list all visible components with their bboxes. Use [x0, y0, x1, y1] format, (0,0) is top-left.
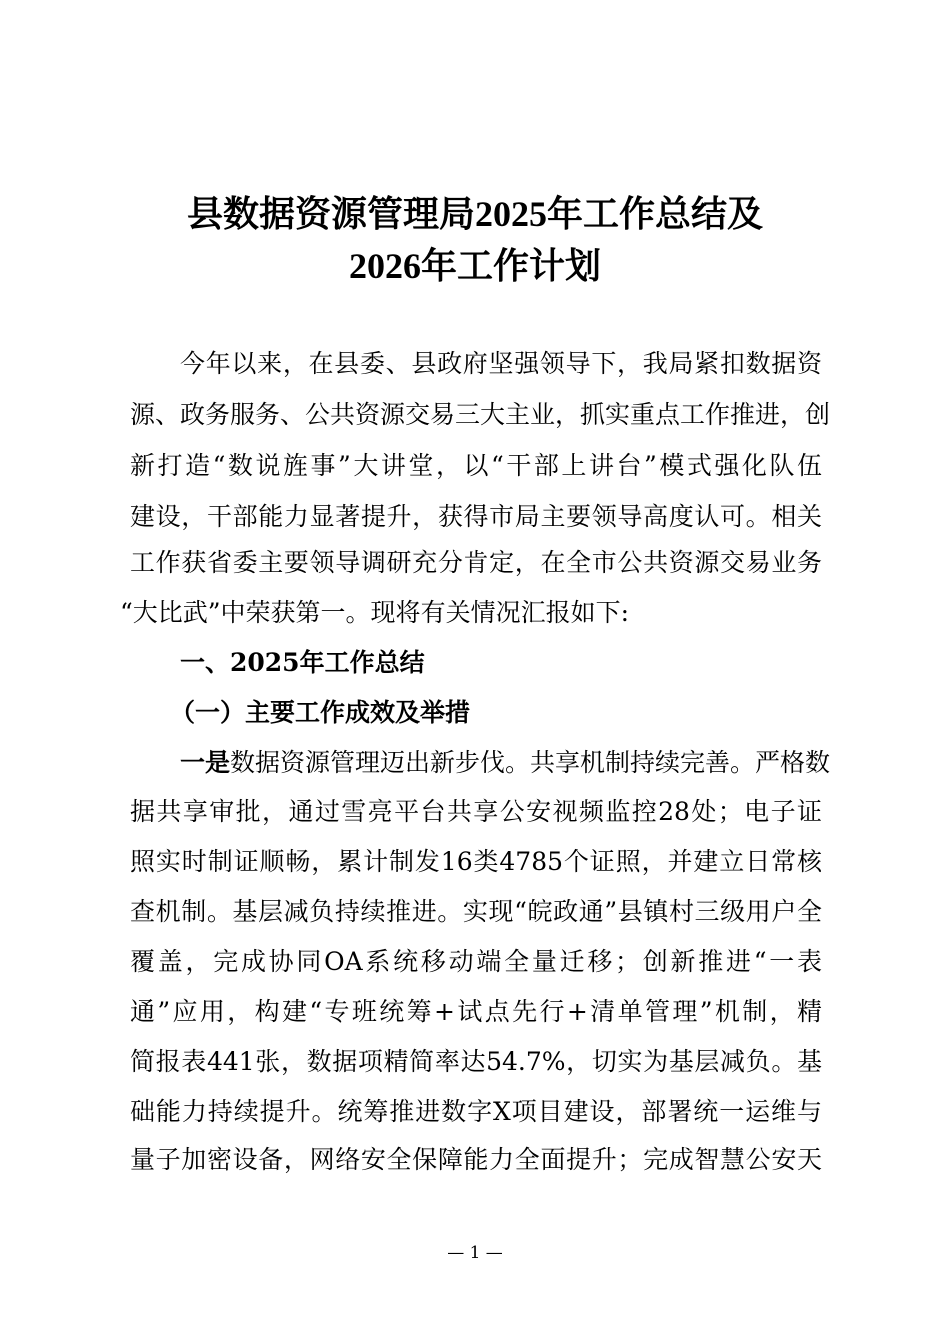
paragraph-line: 础能力持续提升。统筹推进数字X项目建设，部署统一运维与 — [130, 1097, 822, 1126]
intro-line: 今年以来，在县委、县政府坚强领导下，我局紧扣数据资 — [180, 349, 822, 378]
paragraph-line: 量子加密设备，网络安全保障能力全面提升；完成智慧公安天 — [130, 1145, 822, 1174]
intro-line: 建设，干部能力显著提升，获得市局主要领导高度认可。相关 — [130, 502, 822, 531]
section-heading: 一、2025年工作总结 — [180, 648, 425, 677]
paragraph-line: 覆盖，完成协同OA系统移动端全量迁移；创新推进“一表 — [130, 947, 822, 976]
subsection-heading: （一）主要工作成效及举措 — [170, 698, 471, 727]
paragraph-line-text: 数据资源管理迈出新步伐。共享机制持续完善。严格数 — [230, 748, 831, 777]
paragraph-line: 照实时制证顺畅，累计制发16类4785个证照，并建立日常核 — [130, 847, 822, 876]
paragraph-line — [180, 747, 831, 779]
page-number: — 1 — — [447, 1243, 503, 1263]
paragraph-line: 简报表441张，数据项精简率达54.7%，切实为基层减负。基 — [130, 1047, 822, 1076]
intro-line: 源、政务服务、公共资源交易三大主业，抓实重点工作推进，创 — [130, 400, 831, 429]
paragraph-line: 查机制。基层减负持续推进。实现“皖政通”县镇村三级用户全 — [130, 897, 822, 926]
intro-line: 工作获省委主要领导调研充分肯定，在全市公共资源交易业务 — [130, 548, 822, 577]
document-title-line-2: 2026年工作计划 — [348, 246, 601, 286]
paragraph-lead: 一是 — [180, 748, 231, 777]
intro-line: “大比武”中荣获第一。现将有关情况汇报如下: — [120, 598, 629, 627]
paragraph-line: 据共享审批，通过雪亮平台共享公安视频监控28处；电子证 — [130, 797, 822, 826]
document-title-line-1: 县数据资源管理局2025年工作总结及 — [186, 194, 763, 234]
paragraph-line: 通”应用，构建“专班统筹+试点先行+清单管理”机制，精 — [130, 997, 822, 1026]
intro-line: 新打造“数说旌事”大讲堂，以“干部上讲台”模式强化队伍 — [130, 451, 822, 480]
